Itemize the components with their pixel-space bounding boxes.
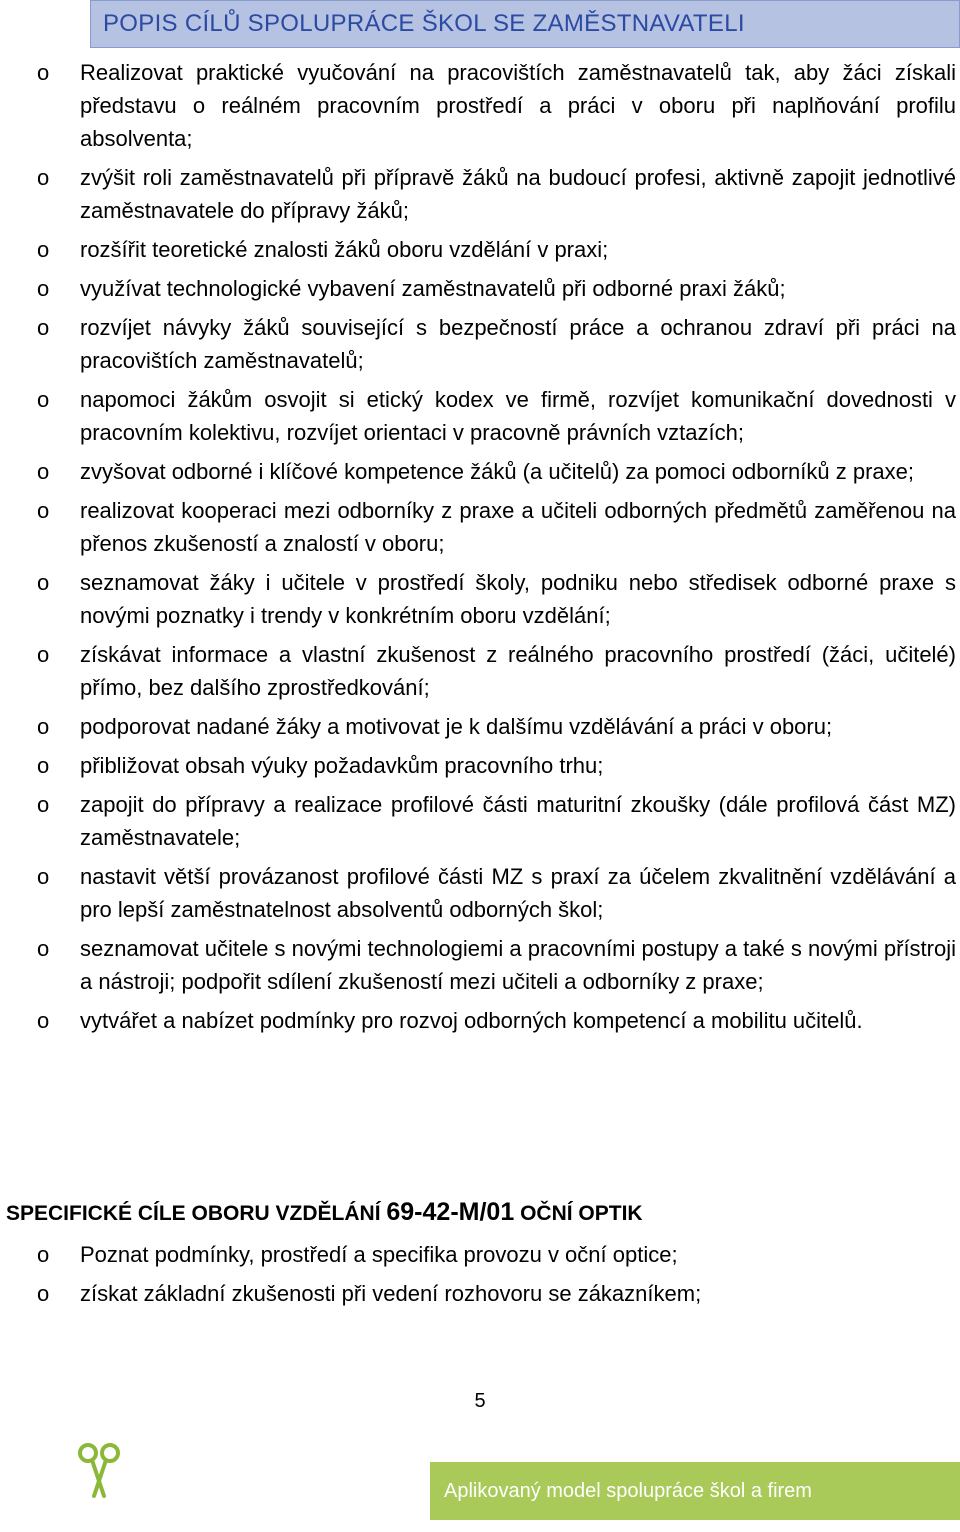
list-item <box>0 383 956 449</box>
bullet-marker: o <box>37 387 50 412</box>
bullet-marker: o <box>37 792 50 817</box>
list-item <box>0 638 956 704</box>
bullet-marker: o <box>37 315 50 340</box>
list-item <box>0 311 956 377</box>
list-item <box>0 566 956 632</box>
list-item <box>0 860 956 926</box>
page-title: POPIS CÍLŮ SPOLUPRÁCE ŠKOL SE ZAMĚSTNAVATELI <box>103 10 745 37</box>
bullet-marker: o <box>37 1008 50 1033</box>
list-item-text: získat základní zkušenosti při vedení rozhovoru se zákazníkem; <box>80 1281 702 1306</box>
list-item-text: využívat technologické vybavení zaměstnavatelů při odborné praxi žáků; <box>80 276 786 301</box>
list-item <box>0 56 956 155</box>
list-item <box>0 749 956 782</box>
list-item-text: Realizovat praktické vyučování na pracovištích zaměstnavatelů tak, aby žáci získali představu o reálném pracovním prostředí a práci v oboru při naplňování profilu absolventa; <box>80 60 956 151</box>
list-item <box>0 161 956 227</box>
list-item-text: vytvářet a nabízet podmínky pro rozvoj odborných kompetencí a mobilitu učitelů. <box>80 1008 863 1033</box>
bullet-marker: o <box>37 936 50 961</box>
list-item-text: seznamovat žáky i učitele v prostředí školy, podniku nebo středisek odborné praxe s novými poznatky i trendy v konkrétním oboru vzdělání; <box>80 570 956 628</box>
list-item-text: získávat informace a vlastní zkušenost z reálného pracovního prostředí (žáci, učitelé) přímo, bez dalšího zprostředkování; <box>80 642 956 700</box>
specific-goals-list <box>0 1238 956 1316</box>
bullet-marker: o <box>37 459 50 484</box>
list-item <box>0 710 956 743</box>
list-item-text: nastavit větší provázanost profilové části MZ s praxí za účelem zkvalitnění vzdělávání a pro lepší zaměstnatelnost absolventů odborných škol; <box>80 864 956 922</box>
footer-banner <box>430 1462 960 1520</box>
bullet-marker: o <box>37 498 50 523</box>
list-item-text: zapojit do přípravy a realizace profilové části maturitní zkoušky (dále profilová část MZ) zaměstnavatele; <box>80 792 956 850</box>
list-item-text: rozšířit teoretické znalosti žáků oboru vzdělání v praxi; <box>80 237 609 262</box>
list-item <box>0 788 956 854</box>
bullet-marker: o <box>37 276 50 301</box>
bullet-marker: o <box>37 1281 50 1306</box>
page-title-bar <box>90 0 960 48</box>
list-item <box>0 494 956 560</box>
bullet-marker: o <box>37 864 50 889</box>
list-item <box>0 1277 956 1310</box>
bullet-marker: o <box>37 714 50 739</box>
bullet-marker: o <box>37 1242 50 1267</box>
bullet-marker: o <box>37 165 50 190</box>
list-item-text: realizovat kooperaci mezi odborníky z praxe a učiteli odborných předmětů zaměřenou na přenos zkušeností a znalostí v oboru; <box>80 498 956 556</box>
list-item-text: zvýšit roli zaměstnavatelů při přípravě žáků na budoucí profesi, aktivně zapojit jednotlivé zaměstnavatele do přípravy žáků; <box>80 165 956 223</box>
scissors-logo-icon <box>76 1440 122 1504</box>
list-item-text: seznamovat učitele s novými technologiemi a pracovními postupy a také s novými přístroji a nástroji; podpořit sdílení zkušeností mezi učiteli a odborníky z praxe; <box>80 936 956 994</box>
list-item-text: rozvíjet návyky žáků související s bezpečností práce a ochranou zdraví při práci na pracovištích zaměstnavatelů; <box>80 315 956 373</box>
section-heading-prefix: SPECIFICKÉ CÍLE OBORU VZDĚLÁNÍ <box>6 1202 381 1225</box>
list-item <box>0 1238 956 1271</box>
field-code: 69-42-M/01 <box>386 1198 515 1226</box>
goals-list <box>0 56 956 1043</box>
section-heading-suffix: OČNÍ OPTIK <box>520 1202 643 1225</box>
footer-banner-text: Aplikovaný model spolupráce škol a firem <box>444 1479 812 1502</box>
bullet-marker: o <box>37 642 50 667</box>
list-item-text: zvyšovat odborné i klíčové kompetence žáků (a učitelů) za pomoci odborníků z praxe; <box>80 459 914 484</box>
section-heading <box>6 1194 643 1232</box>
list-item <box>0 233 956 266</box>
bullet-marker: o <box>37 753 50 778</box>
list-item-text: podporovat nadané žáky a motivovat je k dalšímu vzdělávání a práci v oboru; <box>80 714 833 739</box>
bullet-marker: o <box>37 60 50 85</box>
list-item <box>0 1004 956 1037</box>
list-item-text: napomoci žákům osvojit si etický kodex ve firmě, rozvíjet komunikační dovednosti v pracovním kolektivu, rozvíjet orientaci v pracovně právních vztazích; <box>80 387 956 445</box>
bullet-marker: o <box>37 237 50 262</box>
list-item <box>0 455 956 488</box>
list-item-text: přibližovat obsah výuky požadavkům pracovního trhu; <box>80 753 604 778</box>
list-item <box>0 272 956 305</box>
page-number: 5 <box>474 1390 486 1412</box>
list-item-text: Poznat podmínky, prostředí a specifika provozu v oční optice; <box>80 1242 678 1267</box>
bullet-marker: o <box>37 570 50 595</box>
list-item <box>0 932 956 998</box>
